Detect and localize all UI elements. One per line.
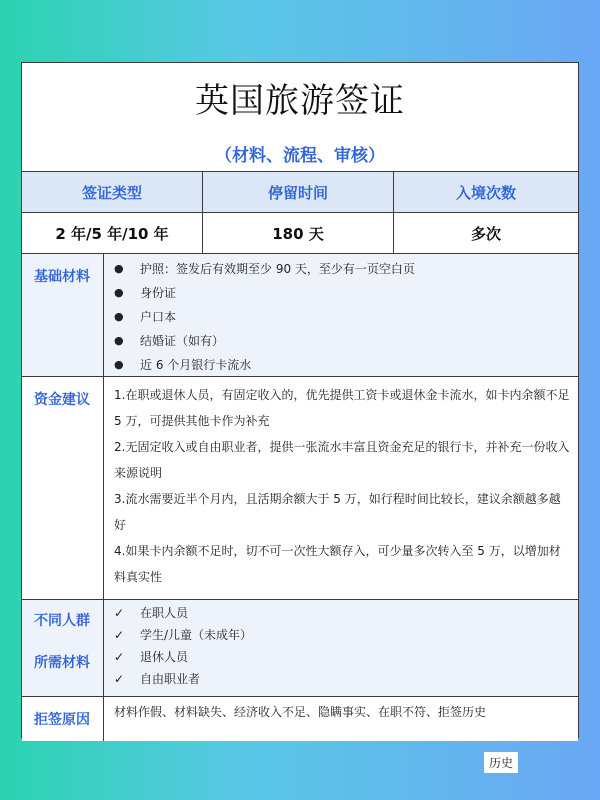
value-stay-time: 180 天 <box>203 213 394 253</box>
funds-paragraph: 2.无固定收入或自由职业者，提供一张流水丰富且资金充足的银行卡，并补充一份收入来源说明 <box>114 440 570 480</box>
check-icon: ✓ <box>114 628 125 642</box>
basic-materials-body <box>104 254 578 376</box>
page-title: 英国旅游签证 <box>195 81 405 121</box>
section-label-refusal: 拒签原因 <box>22 697 104 741</box>
list-item: ● 户口本 <box>114 305 572 329</box>
header-entries: 入境次数 <box>455 183 516 202</box>
header-stay-time: 停留时间 <box>203 172 394 212</box>
list-item: ✓ 学生/儿童（未成年） <box>114 624 572 646</box>
groups-list <box>114 602 572 690</box>
check-icon: ✓ <box>114 606 125 620</box>
check-icon: ✓ <box>114 672 125 686</box>
list-item: ✓ 在职人员 <box>114 602 572 624</box>
funds-paragraph: 3.流水需要近半个月内，且活期余额大于 5 万，如行程时间比较长，建议余额越多越好 <box>114 492 561 532</box>
section-funds-advice <box>22 377 578 600</box>
list-item: ✓ 自由职业者 <box>114 668 572 690</box>
groups-body <box>104 600 578 696</box>
visa-card <box>21 62 579 738</box>
value-entries: 多次 <box>470 224 501 243</box>
section-label-funds: 资金建议 <box>22 377 104 599</box>
list-item: ● 结婚证（如有） <box>114 329 572 353</box>
list-item: ● 身份证 <box>114 281 572 305</box>
section-refusal <box>22 697 578 741</box>
bullet-icon: ● <box>114 358 124 371</box>
funds-advice-body <box>104 377 578 599</box>
basic-materials-list <box>114 257 572 377</box>
bullet-icon: ● <box>114 262 124 275</box>
check-icon: ✓ <box>114 650 125 664</box>
funds-paragraph: 1.在职或退休人员，有固定收入的，优先提供工资卡或退休金卡流水，如卡内余额不足 5 万，可提供其他卡作为补充 <box>114 388 570 428</box>
section-groups <box>22 600 578 697</box>
section-basic-materials <box>22 254 578 377</box>
bullet-icon: ● <box>114 334 124 347</box>
section-label-basic: 基础材料 <box>22 254 104 376</box>
list-item: ✓ 退休人员 <box>114 646 572 668</box>
table-header-row <box>22 172 578 213</box>
watermark-text: 历史 <box>484 752 518 773</box>
refusal-text: 材料作假、材料缺失、经济收入不足、隐瞒事实、在职不符、拒签历史 <box>104 697 578 741</box>
groups-label-line1: 不同人群 <box>34 613 90 629</box>
bullet-icon: ● <box>114 310 124 323</box>
funds-paragraph: 4.如果卡内余额不足时，切不可一次性大额存入，可少量多次转入至 5 万，以增加材料真实性 <box>114 544 561 584</box>
title-block <box>22 63 578 172</box>
list-item: ● 近 6 个月银行卡流水 <box>114 353 572 377</box>
value-visa-type: 2 年/5 年/10 年 <box>22 213 203 253</box>
bullet-icon: ● <box>114 286 124 299</box>
page-subtitle: （材料、流程、审核） <box>215 146 385 166</box>
list-item: ● 护照：签发后有效期至少 90 天，至少有一页空白页 <box>114 257 572 281</box>
header-visa-type: 签证类型 <box>22 172 203 212</box>
section-label-groups <box>22 600 104 696</box>
groups-label-line2: 所需材料 <box>34 655 90 671</box>
table-value-row <box>22 213 578 254</box>
